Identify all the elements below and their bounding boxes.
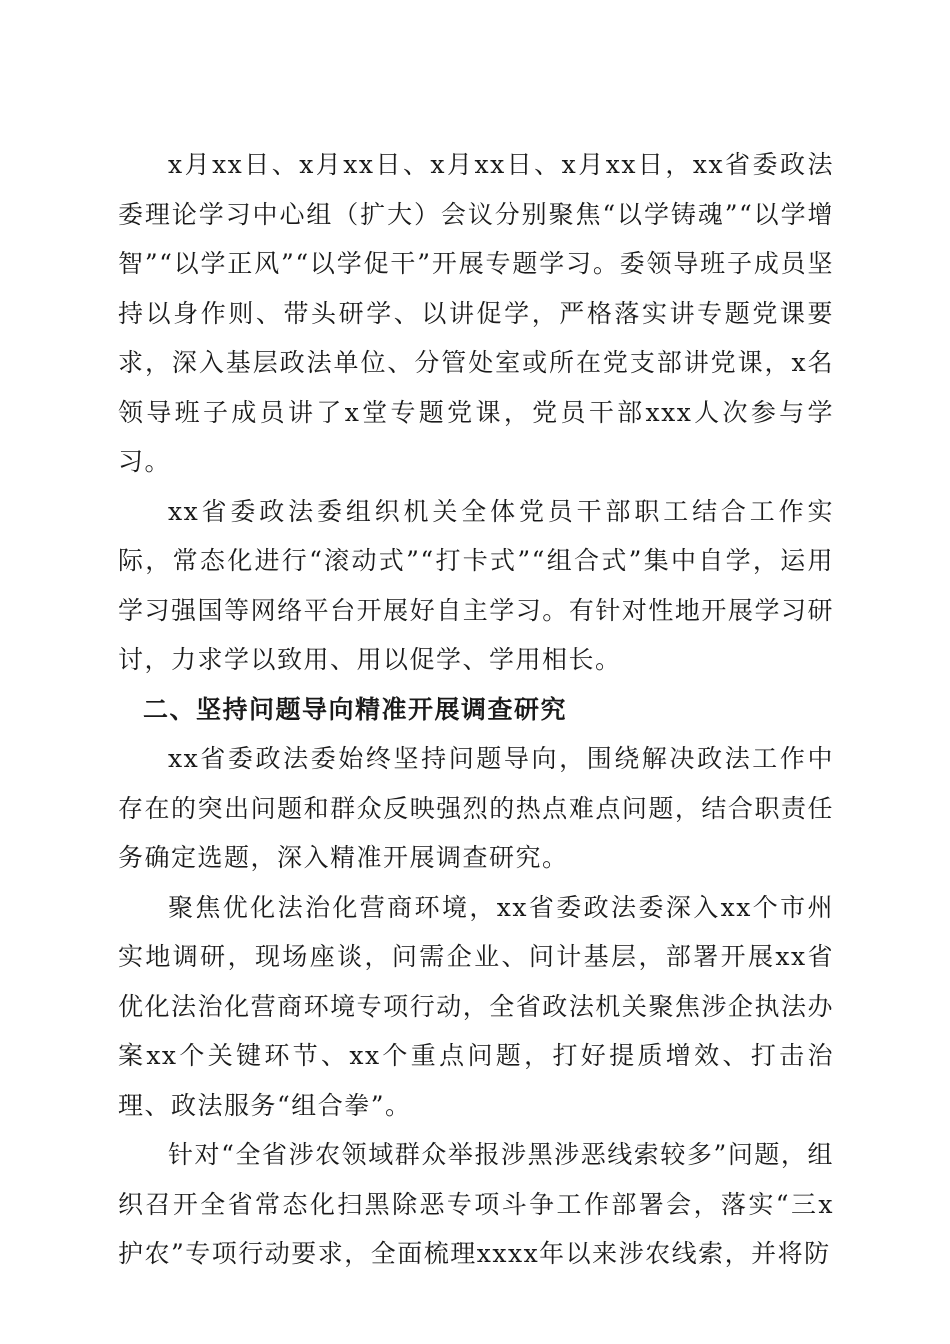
document-body [118, 140, 834, 1279]
paragraph-study-sessions: x月xx日、x月xx日、x月xx日、x月xx日，xx省委政法委理论学习中心组（扩大）会议分别聚焦“以学铸魂”“以学增智”“以学正风”“以学促干”开展专题学习。委领导班子成员坚持以身作则、带头研学、以讲促学，严格落实讲专题党课要求，深入基层政法单位、分管处室或所在党支部讲党课，x名领导班子成员讲了x堂专题党课，党员干部xxx人次参与学习。 [118, 150, 834, 476]
paragraph-problem-oriented: xx省委政法委始终坚持问题导向，围绕解决政法工作中存在的突出问题和群众反映强烈的热点难点问题，结合职责任务确定选题，深入精准开展调查研究。 [118, 744, 834, 872]
paragraph-self-study: xx省委政法委组织机关全体党员干部职工结合工作实际，常态化进行“滚动式”“打卡式”“组合式”集中自学，运用学习强国等网络平台开展好自主学习。有针对性地开展学习研讨，力求学以致用、用以促学、学用相长。 [118, 496, 834, 674]
paragraph-agriculture-clues: 针对“全省涉农领域群众举报涉黑涉恶线索较多”问题，组织召开全省常态化扫黑除恶专项斗争工作部署会，落实“三x护农”专项行动要求，全面梳理xxxx年以来涉农线索，并将防 [118, 1140, 834, 1268]
paragraph-business-environment: 聚焦优化法治化营商环境，xx省委政法委深入xx个市州实地调研，现场座谈，问需企业、问计基层，部署开展xx省优化法治化营商环境专项行动，全省政法机关聚焦涉企执法办案xx个关键环节、xx个重点问题，打好提质增效、打击治理、政法服务“组合拳”。 [118, 892, 834, 1120]
section-heading: 二、坚持问题导向精准开展调查研究 [143, 694, 568, 724]
